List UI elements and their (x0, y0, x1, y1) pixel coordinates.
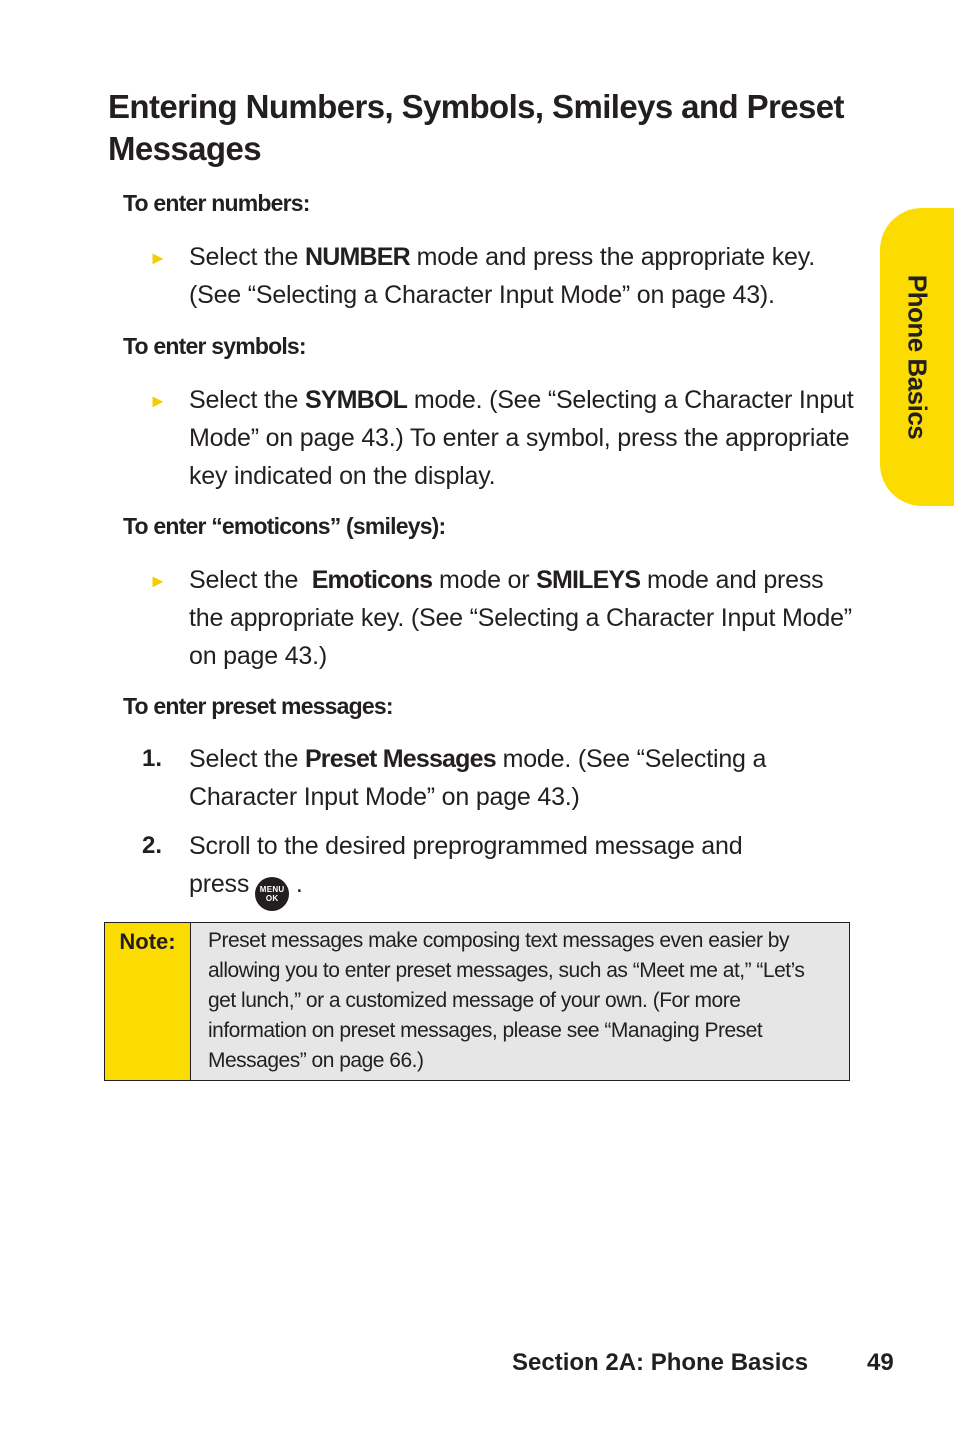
emoticons-heading: To enter “emoticons” (smileys): (123, 513, 446, 539)
numbers-heading: To enter numbers: (123, 190, 310, 216)
bullet-arrow-icon: ► (149, 248, 167, 268)
preset-step-2: Scroll to the desired preprogrammed message and press MENU OK . (189, 827, 809, 911)
note-box (104, 922, 850, 1081)
side-tab-label: Phone Basics (902, 274, 933, 440)
symbols-heading: To enter symbols: (123, 333, 306, 359)
numbers-instruction: Select the NUMBER mode and press the appropriate key. (See “Selecting a Character Input Mode” on page 43). (189, 243, 815, 309)
bullet-arrow-icon: ► (149, 571, 167, 591)
step-number: 2. (142, 832, 163, 859)
step-number: 1. (142, 745, 163, 772)
preset-step-1: Select the Preset Messages mode. (See “Selecting a Character Input Mode” on page 43.) (189, 745, 767, 811)
bullet-arrow-icon: ► (149, 391, 167, 411)
note-text: Preset messages make composing text messages even easier by allowing you to enter preset messages, such as “Meet me at,” “Let’s get lunch,” or a customized message of your own. (For more information on preset messages, please see “Managing Preset Messages” on page 66.) (191, 923, 849, 1080)
preset-heading: To enter preset messages: (123, 693, 393, 719)
symbols-instruction: Select the SYMBOL mode. (See “Selecting a Character Input Mode” on page 43.) To enter a symbol, press the appropriate key indicated on the display. (189, 386, 854, 490)
page-title: Entering Numbers, Symbols, Smileys and Preset Messages (108, 88, 844, 167)
section-side-tab (880, 208, 954, 506)
note-label: Note: (105, 923, 191, 1080)
menu-ok-key-icon: MENU OK (255, 877, 289, 911)
emoticons-instruction: Select the Emoticons mode or SMILEYS mode and press the appropriate key. (See “Selecting a Character Input Mode” on page 43.) (189, 566, 852, 670)
page-number: 49 (867, 1349, 894, 1376)
footer-section-title: Section 2A: Phone Basics (512, 1349, 809, 1376)
